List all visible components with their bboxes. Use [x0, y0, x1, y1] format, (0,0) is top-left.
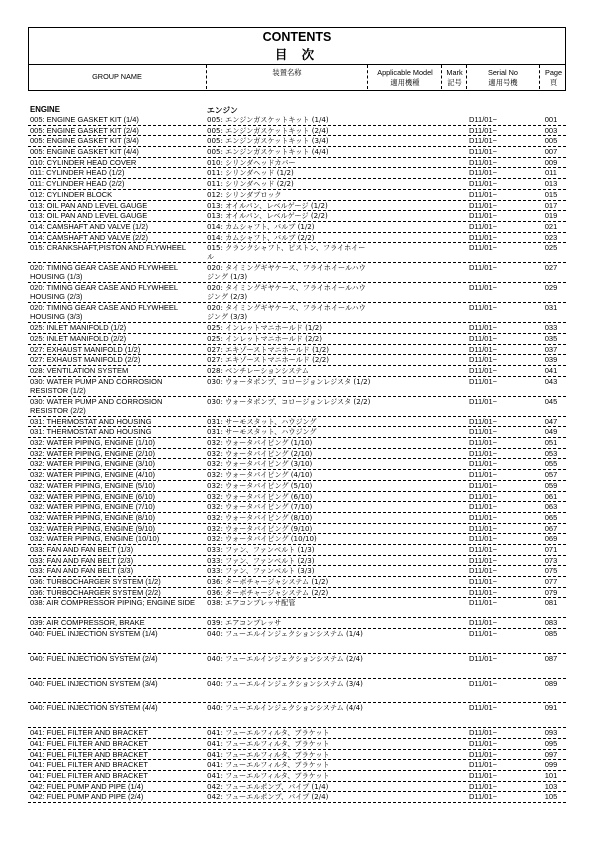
- group-name-cell: 005: ENGINE GASKET KIT (1/4): [30, 115, 139, 124]
- device-name-cell: 040: フューエルインジェクションシステム (1/4): [207, 629, 363, 639]
- page-cell: 029: [544, 283, 558, 293]
- group-name-cell: 038: AIR COMPRESSOR PIPING; ENGINE SIDE: [30, 598, 196, 608]
- serial-cell: D11/01−: [469, 678, 498, 688]
- device-name-cell: 040: フューエルインジェクションシステム (2/4): [207, 653, 363, 663]
- serial-cell: D11/01−: [469, 376, 498, 386]
- column-divider: [466, 65, 467, 89]
- device-name-cell: 015: クランクシャフト、ピストン、フライホイール: [207, 243, 366, 262]
- table-row[interactable]: [28, 524, 566, 535]
- serial-cell: D11/01−: [469, 728, 498, 738]
- serial-cell: D11/01−: [469, 781, 498, 791]
- page-cell: 091: [544, 703, 558, 713]
- group-name-cell: 020: TIMING GEAR CASE AND FLYWHEEL HOUSING (2/3): [30, 283, 178, 302]
- serial-cell: D11/01−: [469, 459, 498, 469]
- page-cell: 031: [544, 303, 558, 313]
- serial-cell: D11/01−: [469, 200, 498, 210]
- serial-cell: D11/01−: [469, 523, 498, 533]
- serial-cell: D11/01−: [469, 179, 498, 189]
- group-name-cell: 027: EXHAUST MANIFOLD (2/2): [30, 355, 141, 365]
- device-name-cell: 041: フューエルフィルタ、ブラケット: [207, 771, 330, 780]
- group-name-cell: 041: FUEL FILTER AND BRACKET: [30, 749, 148, 759]
- serial-cell: D11/01−: [469, 534, 498, 544]
- table-row[interactable]: [28, 492, 566, 503]
- group-name-cell: 032: WATER PIPING, ENGINE (6/10): [30, 491, 156, 501]
- table-row[interactable]: [28, 377, 566, 397]
- page-cell: 013: [544, 179, 558, 189]
- serial-cell: D11/01−: [469, 366, 498, 375]
- page-cell: 069: [544, 534, 558, 544]
- column-header-model-en: Applicable Model: [377, 68, 433, 77]
- section-heading-jp: エンジン: [207, 106, 238, 115]
- device-name-cell: 014: カムシャフト、バルブ (1/2): [207, 221, 315, 231]
- column-divider: [441, 65, 442, 89]
- serial-cell: D11/01−: [469, 323, 498, 333]
- table-row[interactable]: [28, 438, 566, 449]
- device-name-cell: 011: シリンダヘッド (1/2): [207, 168, 294, 178]
- column-header-serial-en: Serial No: [487, 68, 518, 77]
- table-row[interactable]: [28, 283, 566, 303]
- title-japanese: 目 次: [274, 47, 320, 62]
- device-name-cell: 039: エアコンプレッサ: [207, 618, 282, 628]
- group-name-cell: 041: FUEL FILTER AND BRACKET: [30, 738, 148, 748]
- group-name-cell: 015: CRANKSHAFT,PISTON AND FLYWHEEL: [30, 243, 187, 253]
- table-row[interactable]: [28, 263, 566, 283]
- table-row[interactable]: [28, 739, 566, 750]
- device-name-cell: 020: タイミングギヤケース、フライホイールハウジング (2/3): [207, 283, 366, 302]
- device-name-cell: 011: シリンダヘッド (2/2): [207, 179, 294, 189]
- table-row[interactable]: [28, 577, 566, 588]
- page-cell: 021: [544, 221, 558, 231]
- page-cell: 011: [545, 168, 557, 178]
- column-header-mark: [442, 68, 467, 88]
- page-cell: 085: [544, 629, 558, 639]
- page-cell: 039: [544, 355, 558, 365]
- group-name-cell: 027: EXHAUST MANIFOLD (1/2): [30, 344, 141, 354]
- group-name-cell: 011: CYLINDER HEAD (1/2): [30, 168, 125, 178]
- device-name-cell: 036: ターボチャージャシステム (2/2): [207, 587, 329, 597]
- table-row[interactable]: [28, 588, 566, 599]
- table-row[interactable]: [28, 323, 566, 334]
- group-name-cell: 011: CYLINDER HEAD (2/2): [30, 179, 125, 189]
- page-cell: 071: [544, 544, 558, 554]
- serial-cell: D11/01−: [469, 598, 498, 608]
- serial-cell: D11/01−: [469, 168, 498, 178]
- table-row[interactable]: [28, 728, 566, 739]
- group-name-cell: 032: WATER PIPING, ENGINE (7/10): [30, 502, 156, 512]
- table-row[interactable]: [28, 211, 566, 222]
- page-cell: 089: [544, 678, 558, 688]
- device-name-cell: 041: フューエルフィルタ、ブラケット: [207, 728, 330, 738]
- group-name-cell: 036: TURBOCHARGER SYSTEM (1/2): [30, 577, 161, 586]
- serial-cell: D11/01−: [469, 577, 498, 586]
- device-name-cell: 033: ファン、ファンベルト (2/3): [207, 555, 315, 565]
- table-row[interactable]: [28, 566, 566, 577]
- page-cell: 023: [544, 232, 558, 242]
- serial-cell: D11/01−: [469, 125, 498, 135]
- group-name-cell: 032: WATER PIPING, ENGINE (2/10): [30, 448, 156, 458]
- device-name-cell: 020: タイミングギヤケース、フライホイールハウジング (3/3): [207, 303, 366, 322]
- table-row[interactable]: [28, 355, 566, 366]
- device-name-cell: 032: ウォータパイピング (2/10): [207, 448, 313, 458]
- group-name-cell: 040: FUEL INJECTION SYSTEM (4/4): [30, 703, 158, 713]
- table-row[interactable]: [28, 679, 566, 704]
- group-name-cell: 040: FUEL INJECTION SYSTEM (1/4): [30, 629, 158, 639]
- serial-cell: D11/01−: [469, 396, 498, 406]
- page-cell: 035: [544, 333, 558, 343]
- column-header-model: [368, 68, 442, 88]
- table-row[interactable]: [28, 654, 566, 679]
- device-name-cell: 032: ウォータパイピング (9/10): [207, 523, 313, 533]
- page-cell: 059: [544, 480, 558, 490]
- page-cell: 015: [544, 189, 558, 199]
- device-name-cell: 033: ファン、ファンベルト (3/3): [207, 566, 315, 576]
- table-row[interactable]: [28, 782, 566, 793]
- group-name-cell: 028: VENTILATION SYSTEM: [30, 366, 129, 375]
- serial-cell: D11/01−: [469, 480, 498, 490]
- serial-cell: D11/01−: [469, 263, 498, 273]
- serial-cell: D11/01−: [469, 512, 498, 522]
- group-name-cell: 032: WATER PIPING, ENGINE (10/10): [30, 534, 160, 544]
- device-name-cell: 040: フューエルインジェクションシステム (4/4): [207, 703, 363, 713]
- group-name-cell: 031: THERMOSTAT AND HOUSING: [30, 416, 152, 426]
- page-cell: 007: [544, 147, 558, 157]
- table-row[interactable]: [28, 750, 566, 761]
- device-name-cell: 025: インレットマニホールド (2/2): [207, 333, 323, 343]
- column-header-page-jp: 頁: [549, 78, 558, 87]
- serial-cell: D11/01−: [469, 738, 498, 748]
- serial-cell: D11/01−: [469, 555, 498, 565]
- page-cell: 049: [544, 427, 558, 437]
- column-header-row: [29, 64, 565, 91]
- device-name-cell: 032: ウォータパイピング (1/10): [207, 438, 313, 448]
- device-name-cell: 025: インレットマニホールド (1/2): [207, 323, 323, 333]
- device-name-cell: 042: フューエルポンプ、パイプ (1/4): [207, 781, 329, 791]
- page-cell: 061: [544, 491, 558, 501]
- title-box: [28, 27, 566, 91]
- page-cell: 103: [544, 781, 558, 791]
- table-row[interactable]: [28, 397, 566, 417]
- table-row[interactable]: [28, 115, 566, 126]
- table-row[interactable]: [28, 481, 566, 492]
- device-name-cell: 005: エンジンガスケットキット (4/4): [207, 147, 329, 157]
- column-header-mark-jp: 記号: [447, 78, 462, 87]
- page-cell: 017: [544, 200, 558, 210]
- group-name-cell: 020: TIMING GEAR CASE AND FLYWHEEL HOUSING (1/3): [30, 263, 178, 282]
- column-header-group: GROUP NAME: [92, 72, 142, 81]
- serial-cell: D11/01−: [469, 416, 498, 426]
- device-name-cell: 032: ウォータパイピング (5/10): [207, 480, 313, 490]
- group-name-cell: 032: WATER PIPING, ENGINE (8/10): [30, 512, 156, 522]
- page-cell: 087: [544, 653, 558, 663]
- serial-cell: D11/01−: [469, 703, 498, 713]
- group-name-cell: 010: CYLINDER HEAD COVER: [30, 157, 137, 167]
- page-cell: 065: [544, 512, 558, 522]
- serial-cell: D11/01−: [469, 189, 498, 199]
- serial-cell: D11/01−: [469, 303, 498, 313]
- group-name-cell: 042: FUEL PUMP AND PIPE (1/4): [30, 781, 144, 791]
- column-divider: [367, 65, 368, 89]
- table-row[interactable]: [28, 190, 566, 201]
- device-name-cell: 032: ウォータパイピング (3/10): [207, 459, 313, 469]
- device-name-cell: 014: カムシャフト、バルブ (2/2): [207, 232, 315, 242]
- group-name-cell: 030: WATER PUMP AND CORROSION RESISTOR (1/2): [30, 376, 163, 395]
- serial-cell: D11/01−: [469, 333, 498, 343]
- group-name-cell: 032: WATER PIPING, ENGINE (1/10): [30, 438, 156, 448]
- page-cell: 095: [544, 738, 558, 748]
- group-name-cell: 032: WATER PIPING, ENGINE (4/10): [30, 470, 156, 480]
- table-row[interactable]: [28, 366, 566, 377]
- table-row[interactable]: [28, 502, 566, 513]
- page-cell: 041: [544, 366, 558, 375]
- table-row[interactable]: [28, 126, 566, 137]
- page-cell: 003: [544, 125, 558, 135]
- serial-cell: D11/01−: [469, 792, 498, 802]
- device-name-cell: 032: ウォータパイピング (7/10): [207, 502, 313, 512]
- device-name-cell: 041: フューエルフィルタ、ブラケット: [207, 749, 330, 759]
- group-name-cell: 033: FAN AND FAN BELT (2/3): [30, 555, 134, 565]
- serial-cell: D11/01−: [469, 136, 498, 146]
- page-cell: 027: [544, 263, 558, 273]
- serial-cell: D11/01−: [469, 491, 498, 501]
- table-row[interactable]: [28, 179, 566, 190]
- serial-cell: D11/01−: [469, 355, 498, 365]
- section-heading-en: ENGINE: [30, 105, 60, 114]
- table-row[interactable]: [28, 233, 566, 244]
- group-name-cell: 020: TIMING GEAR CASE AND FLYWHEEL HOUSING (3/3): [30, 303, 178, 322]
- serial-cell: D11/01−: [469, 544, 498, 554]
- table-row[interactable]: [28, 598, 566, 618]
- serial-cell: D11/01−: [469, 653, 498, 663]
- page-cell: 019: [544, 211, 558, 221]
- group-name-cell: 013: OIL PAN AND LEVEL GAUGE: [30, 200, 148, 210]
- device-name-cell: 005: エンジンガスケットキット (2/4): [207, 125, 329, 135]
- page-cell: 105: [544, 792, 558, 802]
- table-row[interactable]: [28, 334, 566, 345]
- serial-cell: D11/01−: [469, 618, 498, 628]
- column-divider: [539, 65, 540, 89]
- column-header-page: [540, 68, 567, 88]
- table-row[interactable]: [28, 513, 566, 524]
- page-cell: 063: [544, 502, 558, 512]
- device-name-cell: 020: タイミングギヤケース、フライホイールハウジング (1/3): [207, 263, 366, 282]
- page-cell: 025: [544, 243, 558, 253]
- serial-cell: D11/01−: [469, 771, 498, 780]
- column-header-model-jp: 適用機種: [390, 78, 420, 87]
- serial-cell: D11/01−: [469, 566, 498, 576]
- table-row[interactable]: [28, 417, 566, 428]
- device-name-cell: 040: フューエルインジェクションシステム (3/4): [207, 678, 363, 688]
- table-row[interactable]: [28, 222, 566, 233]
- serial-cell: D11/01−: [469, 448, 498, 458]
- table-row[interactable]: [28, 470, 566, 481]
- group-name-cell: 014: CAMSHAFT AND VALVE (1/2): [30, 221, 148, 231]
- group-name-cell: 032: WATER PIPING, ENGINE (5/10): [30, 480, 156, 490]
- group-name-cell: 033: FAN AND FAN BELT (1/3): [30, 544, 134, 554]
- serial-cell: D11/01−: [469, 157, 498, 167]
- device-name-cell: 031: サーモスタット、ハウジング: [207, 416, 317, 426]
- table-row[interactable]: [28, 556, 566, 567]
- column-header-serial: [467, 68, 539, 88]
- page-cell: 037: [544, 344, 558, 354]
- table-row[interactable]: [28, 792, 566, 803]
- page-cell: 047: [544, 416, 558, 426]
- device-name-cell: 027: エキゾーストマニホールド (1/2): [207, 344, 330, 354]
- table-row[interactable]: [28, 168, 566, 179]
- contents-table: [28, 115, 566, 803]
- device-name-cell: 028: ベンチレーションシステム: [207, 366, 309, 375]
- table-row[interactable]: [28, 629, 566, 654]
- page-cell: 001: [544, 115, 558, 124]
- table-row[interactable]: [28, 158, 566, 169]
- group-name-cell: 031: THERMOSTAT AND HOUSING: [30, 427, 152, 437]
- table-row[interactable]: [28, 449, 566, 460]
- contents-page: [28, 27, 566, 802]
- page-cell: 067: [544, 523, 558, 533]
- page-cell: 057: [544, 470, 558, 480]
- page-cell: 033: [544, 323, 558, 333]
- device-name-cell: 036: ターボチャージャシステム (1/2): [207, 577, 329, 586]
- serial-cell: D11/01−: [469, 221, 498, 231]
- group-name-cell: 040: FUEL INJECTION SYSTEM (2/4): [30, 653, 158, 663]
- serial-cell: D11/01−: [469, 427, 498, 437]
- group-name-cell: 005: ENGINE GASKET KIT (3/4): [30, 136, 139, 146]
- page-cell: 079: [544, 587, 558, 597]
- device-name-cell: 027: エキゾーストマニホールド (2/2): [207, 355, 330, 365]
- table-row[interactable]: [28, 459, 566, 470]
- serial-cell: D11/01−: [469, 243, 498, 253]
- serial-cell: D11/01−: [469, 502, 498, 512]
- group-name-cell: 041: FUEL FILTER AND BRACKET: [30, 771, 148, 780]
- group-name-cell: 005: ENGINE GASKET KIT (2/4): [30, 125, 139, 135]
- page-cell: 099: [544, 760, 558, 770]
- group-name-cell: 025: INLET MANIFOLD (2/2): [30, 333, 127, 343]
- device-name-cell: 013: オイルパン、レベルゲージ (2/2): [207, 211, 328, 221]
- serial-cell: D11/01−: [469, 115, 498, 124]
- page-cell: 009: [544, 157, 558, 167]
- title-english: CONTENTS: [262, 30, 332, 44]
- group-name-cell: 041: FUEL FILTER AND BRACKET: [30, 728, 148, 738]
- serial-cell: D11/01−: [469, 438, 498, 448]
- serial-cell: D11/01−: [469, 470, 498, 480]
- table-row[interactable]: [28, 136, 566, 147]
- page-cell: 053: [544, 448, 558, 458]
- device-name-cell: 032: ウォータパイピング (8/10): [207, 512, 313, 522]
- column-header-serial-jp: 適用号機: [488, 78, 518, 87]
- column-header-mark-en: Mark: [446, 68, 463, 77]
- group-name-cell: 014: CAMSHAFT AND VALVE (2/2): [30, 232, 148, 242]
- device-name-cell: 012: シリンダブロック: [207, 189, 282, 199]
- page-cell: 097: [544, 749, 558, 759]
- page-cell: 101: [544, 771, 558, 780]
- page-cell: 083: [544, 618, 558, 628]
- column-header-name-jp: 装置名称: [272, 68, 302, 77]
- table-row[interactable]: [28, 760, 566, 771]
- device-name-cell: 030: ウォータポンプ、コロージョンレジスタ (1/2): [207, 376, 371, 386]
- page-cell: 005: [544, 136, 558, 146]
- table-row[interactable]: [28, 703, 566, 728]
- page-cell: 045: [544, 396, 558, 406]
- group-name-cell: 012: CYLINDER BLOCK: [30, 189, 113, 199]
- serial-cell: D11/01−: [469, 587, 498, 597]
- serial-cell: D11/01−: [469, 232, 498, 242]
- page-cell: 073: [544, 555, 558, 565]
- group-name-cell: 036: TURBOCHARGER SYSTEM (2/2): [30, 587, 161, 597]
- page-cell: 093: [544, 728, 558, 738]
- group-name-cell: 032: WATER PIPING, ENGINE (3/10): [30, 459, 156, 469]
- table-row[interactable]: [28, 534, 566, 545]
- page-cell: 043: [544, 376, 558, 386]
- group-name-cell: 039: AIR COMPRESSOR, BRAKE: [30, 618, 145, 628]
- serial-cell: D11/01−: [469, 211, 498, 221]
- group-name-cell: 041: FUEL FILTER AND BRACKET: [30, 760, 148, 770]
- page-cell: 051: [544, 438, 558, 448]
- group-name-cell: 042: FUEL PUMP AND PIPE (2/4): [30, 792, 144, 802]
- page-cell: 081: [544, 598, 558, 608]
- table-row[interactable]: [28, 771, 566, 782]
- table-row[interactable]: [28, 345, 566, 356]
- page-cell: 077: [544, 577, 558, 586]
- device-name-cell: 033: ファン、ファンベルト (1/3): [207, 544, 315, 554]
- group-name-cell: 005: ENGINE GASKET KIT (4/4): [30, 147, 139, 157]
- device-name-cell: 041: フューエルフィルタ、ブラケット: [207, 738, 330, 748]
- table-row[interactable]: [28, 303, 566, 323]
- device-name-cell: 042: フューエルポンプ、パイプ (2/4): [207, 792, 329, 802]
- device-name-cell: 010: シリンダヘッドカバー: [207, 157, 296, 167]
- device-name-cell: 031: サーモスタット、ハウジング: [207, 427, 317, 437]
- group-name-cell: 025: INLET MANIFOLD (1/2): [30, 323, 127, 333]
- table-row[interactable]: [28, 243, 566, 263]
- group-name-cell: 040: FUEL INJECTION SYSTEM (3/4): [30, 678, 158, 688]
- device-name-cell: 038: エアコンプレッサ配管: [207, 598, 296, 608]
- device-name-cell: 030: ウォータポンプ、コロージョンレジスタ (2/2): [207, 396, 371, 406]
- group-name-cell: 030: WATER PUMP AND CORROSION RESISTOR (2/2): [30, 396, 163, 415]
- device-name-cell: 041: フューエルフィルタ、ブラケット: [207, 760, 330, 770]
- column-divider: [206, 65, 207, 89]
- serial-cell: D11/01−: [469, 147, 498, 157]
- device-name-cell: 032: ウォータパイピング (6/10): [207, 491, 313, 501]
- device-name-cell: 032: ウォータパイピング (4/10): [207, 470, 313, 480]
- group-name-cell: 013: OIL PAN AND LEVEL GAUGE: [30, 211, 148, 221]
- serial-cell: D11/01−: [469, 749, 498, 759]
- device-name-cell: 013: オイルパン、レベルゲージ (1/2): [207, 200, 328, 210]
- section-heading: [28, 105, 566, 115]
- table-row[interactable]: [28, 201, 566, 212]
- device-name-cell: 005: エンジンガスケットキット (3/4): [207, 136, 329, 146]
- serial-cell: D11/01−: [469, 283, 498, 293]
- group-name-cell: 032: WATER PIPING, ENGINE (9/10): [30, 523, 156, 533]
- group-name-cell: 033: FAN AND FAN BELT (3/3): [30, 566, 134, 576]
- column-header-page-en: Page: [544, 68, 563, 77]
- page-cell: 075: [544, 566, 558, 576]
- serial-cell: D11/01−: [469, 629, 498, 639]
- table-row[interactable]: [28, 618, 566, 629]
- device-name-cell: 032: ウォータパイピング (10/10): [207, 534, 317, 544]
- table-row[interactable]: [28, 545, 566, 556]
- table-row[interactable]: [28, 147, 566, 158]
- device-name-cell: 005: エンジンガスケットキット (1/4): [207, 115, 329, 124]
- serial-cell: D11/01−: [469, 760, 498, 770]
- table-row[interactable]: [28, 427, 566, 438]
- serial-cell: D11/01−: [469, 344, 498, 354]
- page-cell: 055: [544, 459, 558, 469]
